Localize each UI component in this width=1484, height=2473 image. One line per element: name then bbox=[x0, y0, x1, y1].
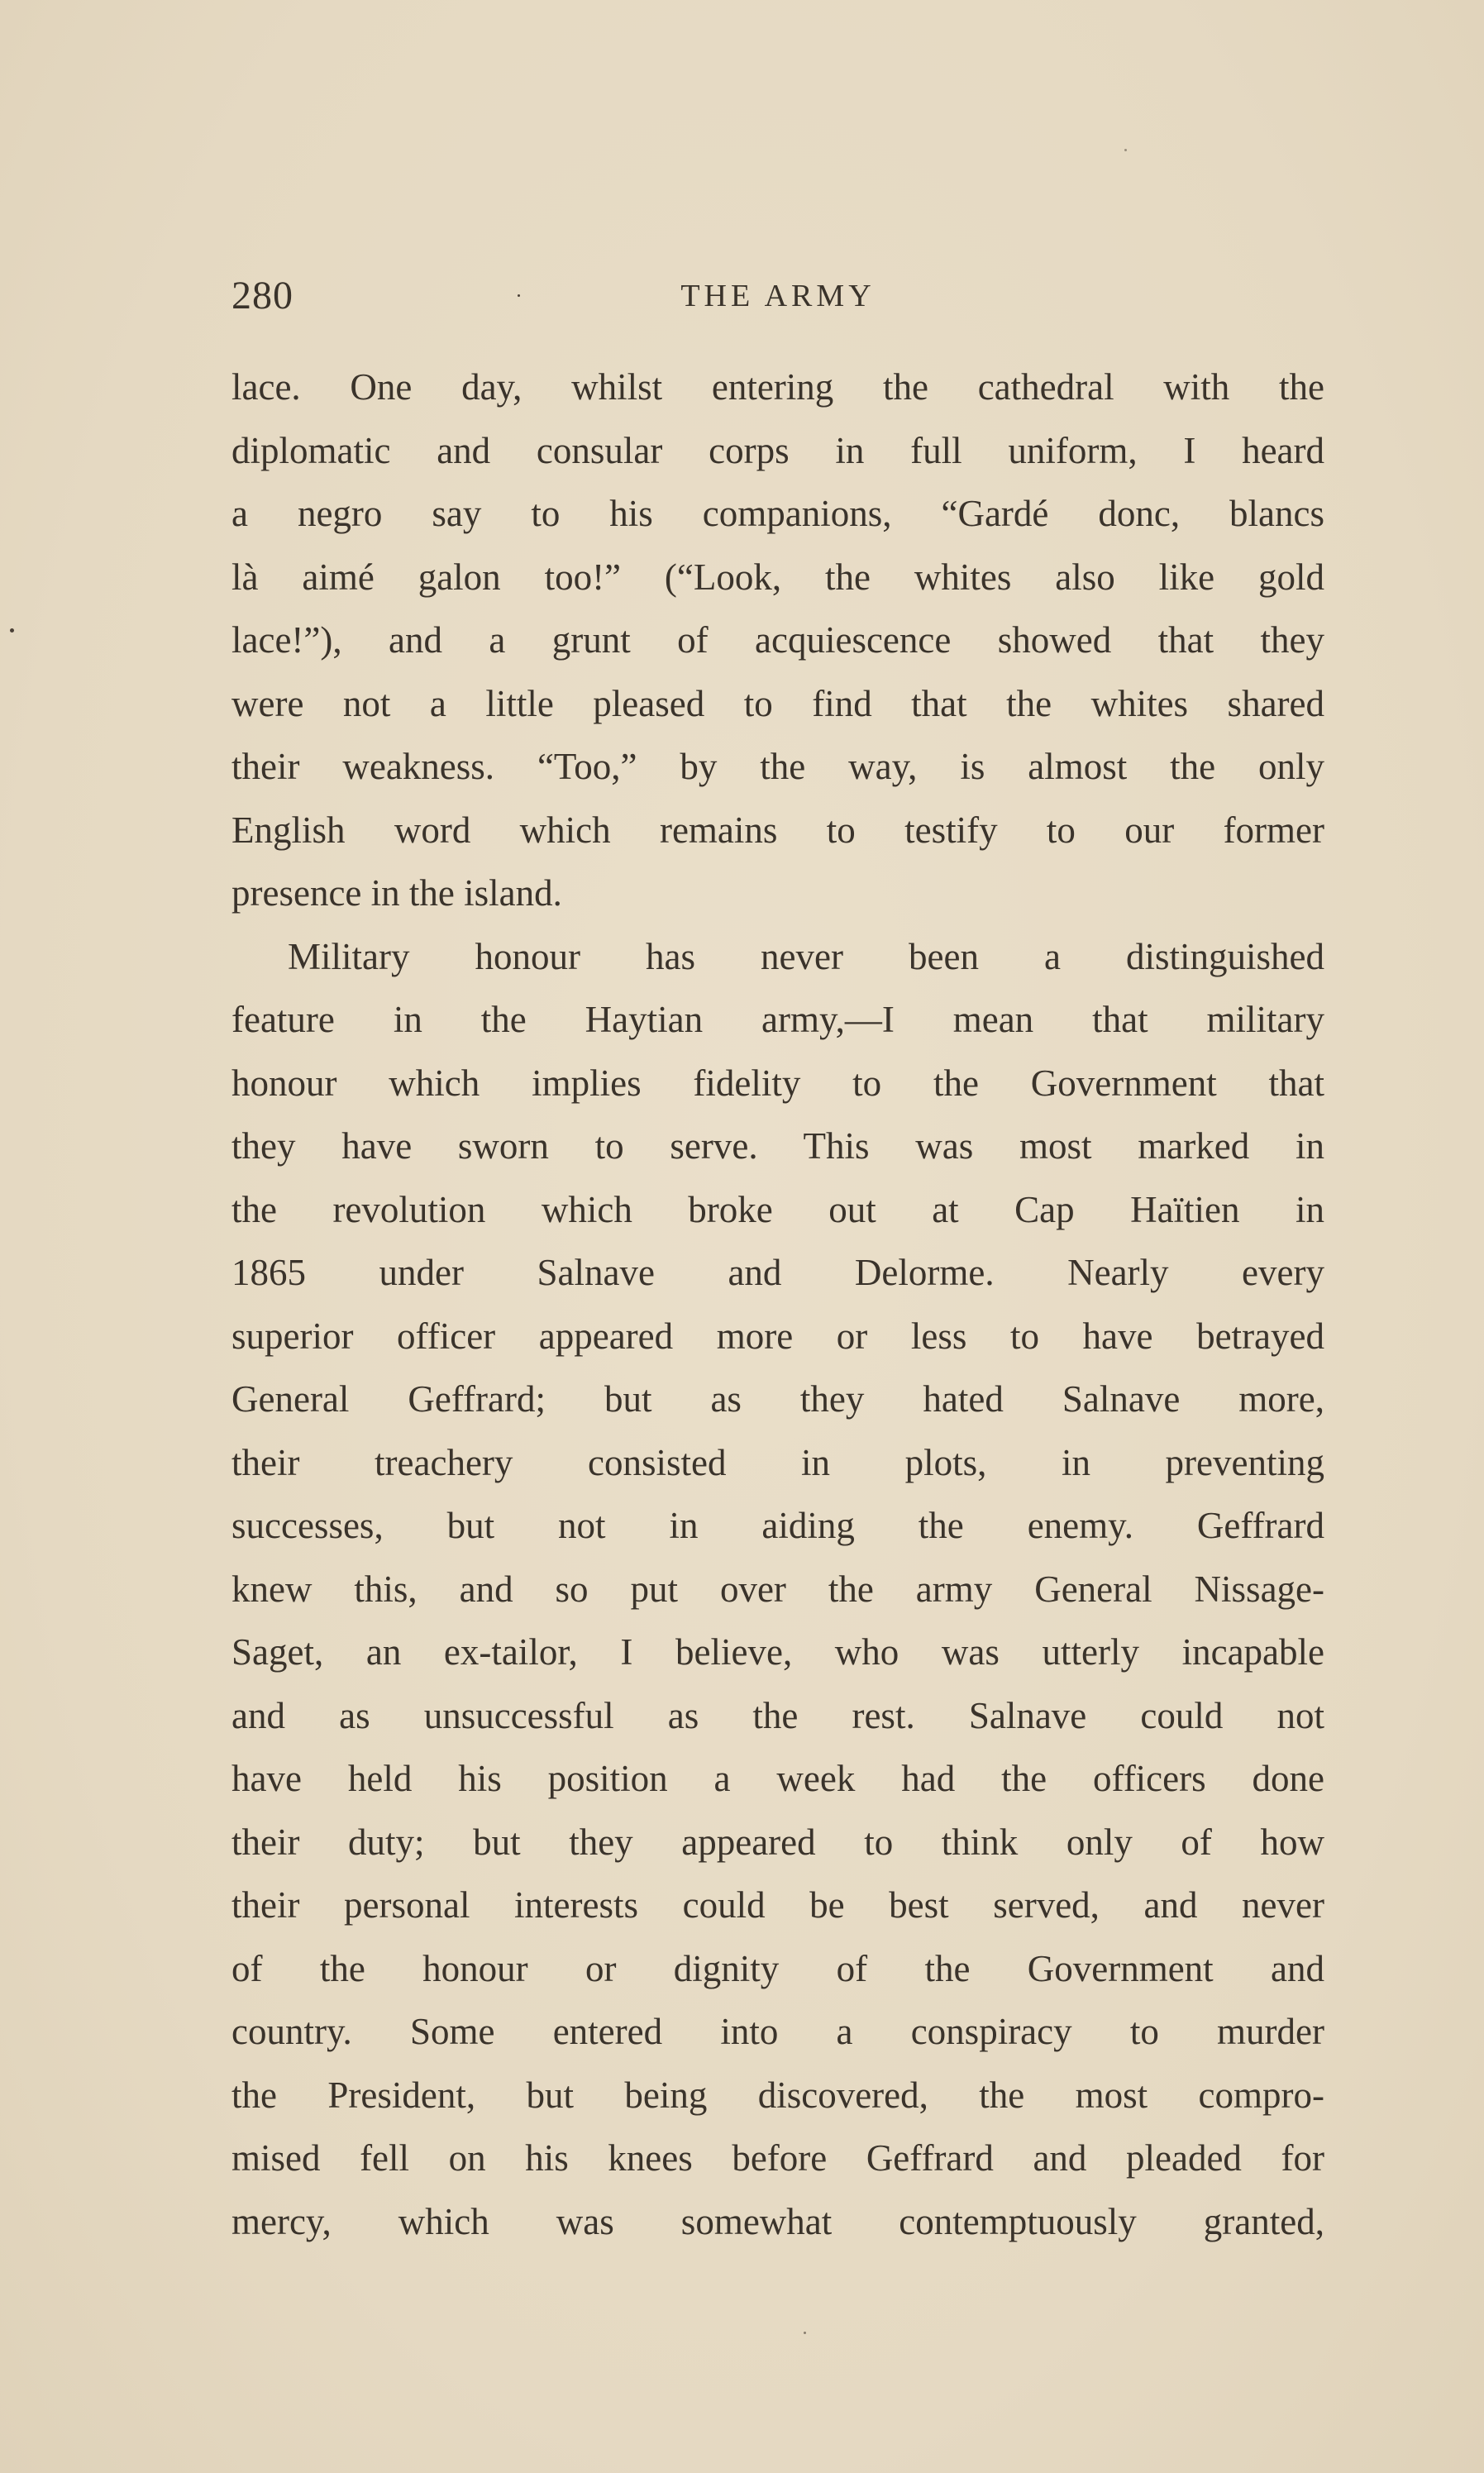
paper-speck bbox=[10, 628, 14, 633]
text-line: General Geffrard; but as they hated Salnave more, bbox=[231, 1378, 1324, 1420]
text-line: English word which remains to testify to our former bbox=[231, 809, 1324, 851]
text-line: Military honour has never been a distinguished bbox=[288, 935, 1324, 977]
text-line: a negro say to his companions, “Gardé donc, blancs bbox=[231, 493, 1324, 534]
text-line: honour which implies fidelity to the Government that bbox=[231, 1062, 1324, 1104]
text-line: presence in the island. bbox=[231, 872, 562, 914]
text-line: the President, but being discovered, the most compro- bbox=[231, 2074, 1324, 2116]
text-line: 1865 under Salnave and Delorme. Nearly every bbox=[231, 1252, 1324, 1293]
paper-speck bbox=[804, 2332, 806, 2334]
text-line: and as unsuccessful as the rest. Salnave could not bbox=[231, 1694, 1324, 1736]
text-line: have held his position a week had the officers done bbox=[231, 1758, 1324, 1799]
running-head: THE ARMY bbox=[680, 279, 876, 313]
text-line: their weakness. “Too,” by the way, is almost the only bbox=[231, 746, 1324, 787]
text-line: their duty; but they appeared to think only of how bbox=[231, 1821, 1324, 1863]
paper-speck bbox=[518, 294, 520, 297]
text-line: mised fell on his knees before Geffrard and pleaded for bbox=[231, 2137, 1324, 2179]
text-line: mercy, which was somewhat contemptuously granted, bbox=[231, 2200, 1324, 2242]
text-line: superior officer appeared more or less to have betrayed bbox=[231, 1315, 1324, 1357]
text-line: their personal interests could be best served, and never bbox=[231, 1884, 1324, 1926]
text-line: Saget, an ex-tailor, I believe, who was utterly incapable bbox=[231, 1631, 1324, 1673]
text-line: country. Some entered into a conspiracy to murder bbox=[231, 2011, 1324, 2052]
text-line: of the honour or dignity of the Government and bbox=[231, 1947, 1324, 1989]
text-line: diplomatic and consular corps in full uniform, I heard bbox=[231, 429, 1324, 471]
text-line: feature in the Haytian army,—I mean that military bbox=[231, 999, 1324, 1040]
text-line: their treachery consisted in plots, in preventing bbox=[231, 1441, 1324, 1483]
paper-speck bbox=[1124, 149, 1127, 151]
page-number: 280 bbox=[231, 274, 293, 317]
text-line: knew this, and so put over the army General Nissage- bbox=[231, 1568, 1324, 1610]
text-line: là aimé galon too!” (“Look, the whites also like gold bbox=[231, 556, 1324, 598]
text-line: were not a little pleased to find that the whites shared bbox=[231, 682, 1324, 724]
text-line: lace!”), and a grunt of acquiescence showed that they bbox=[231, 619, 1324, 661]
text-line: they have sworn to serve. This was most marked in bbox=[231, 1125, 1324, 1167]
page-header bbox=[231, 273, 1324, 331]
text-line: lace. One day, whilst entering the cathedral with the bbox=[231, 366, 1324, 408]
text-line: successes, but not in aiding the enemy. Geffrard bbox=[231, 1505, 1324, 1546]
text-line: the revolution which broke out at Cap Haïtien in bbox=[231, 1188, 1324, 1230]
body-text bbox=[231, 356, 1324, 2253]
